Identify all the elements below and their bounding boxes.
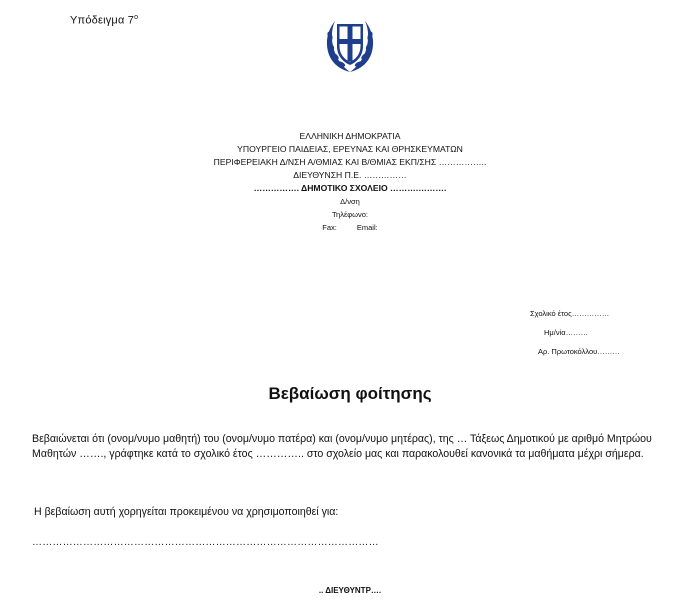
header-email: Email: (356, 223, 378, 232)
issuer-header (150, 130, 550, 234)
document-meta (520, 304, 690, 361)
header-republic: ΕΛΛΗΝΙΚΗ ΔΗΜΟΚΡΑΤΙΑ (299, 131, 401, 141)
header-ministry: ΥΠΟΥΡΓΕΙΟ ΠΑΙΔΕΙΑΣ, ΕΡΕΥΝΑΣ ΚΑΙ ΘΡΗΣΚΕΥΜΑΤΩΝ (237, 144, 463, 154)
header-fax-email (150, 221, 550, 234)
header-school-name: ……………. ΔΗΜΟΤΙΚΟ ΣΧΟΛΕΙΟ ……….………. (253, 183, 447, 193)
meta-date: Ημ/νία……… (544, 328, 589, 337)
model-label-text: Υπόδειγμα 7 (70, 14, 135, 27)
purpose-fill-line: ………………………………………………………………………………………… (32, 537, 379, 548)
document-title: Βεβαίωση φοίτησης (268, 384, 432, 403)
meta-school-year: Σχολικό έτος…………… (530, 309, 610, 318)
certificate-body-text: Βεβαιώνεται ότι (ονομ/νυμο μαθητή) του (ονομ/νυμο πατέρα) και (ονομ/νυμο μητέρας), της … Τάξεως Δημοτικού με αριθμό Μητρώου Μαθητών ……., γράφτηκε κατά το σχολικό έτος ………….. στο σχολείο μας και παρακολουθεί κανονικά τα μαθήματα μέχρι σήμερα. (32, 433, 652, 460)
header-regional-directorate: ΠΕΡΙΦΕΡΕΙΑΚΗ Δ/ΝΣΗ Α/ΘΜΙΑΣ ΚΑΙ Β/ΘΜΙΑΣ ΕΚΠ/ΣΗΣ …………….. (213, 157, 487, 167)
model-label (70, 14, 138, 27)
model-label-superscript: ο (134, 14, 139, 21)
meta-protocol-number: Αρ. Πρωτοκόλλου……… (538, 347, 620, 356)
purpose-statement: Η βεβαίωση αυτή χορηγείται προκειμένου να χρησιμοποιηθεί για: (34, 506, 339, 518)
header-address: Δ/νση (340, 197, 360, 206)
greek-coat-of-arms-icon (322, 12, 378, 76)
director-signature-label: .. ΔΙΕΥΘΥΝΤΡ…. (318, 586, 382, 595)
header-phone: Τηλέφωνο: (331, 210, 369, 219)
header-fax: Fax: (322, 223, 337, 232)
header-primary-directorate: ΔΙΕΥΘΥΝΣΗ Π.Ε. …………… (293, 170, 407, 180)
